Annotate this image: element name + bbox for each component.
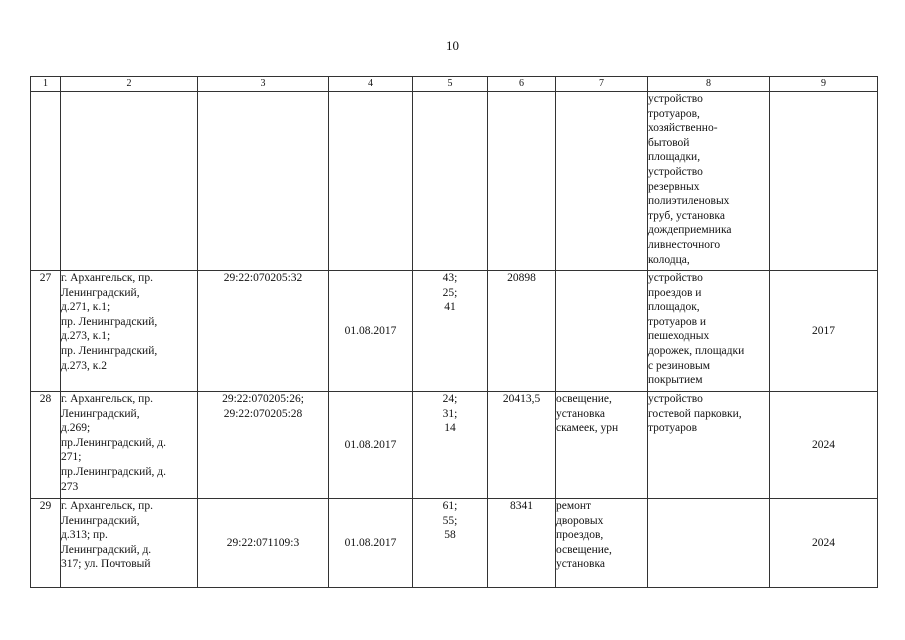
cell-address: г. Архангельск, пр. Ленинградский, д.269; пр.Ленинградский, д. 271; пр.Ленинградский, д. 273: [61, 392, 198, 499]
cell-values: 61; 55; 58: [413, 499, 488, 588]
column-number-row: [31, 77, 878, 92]
cell-row-number: 29: [31, 499, 61, 588]
cell-empty: [556, 92, 648, 271]
cell-empty: [413, 92, 488, 271]
cell-empty: [198, 92, 329, 271]
cell-area: 20413,5: [488, 392, 556, 499]
cell-address: г. Архангельск, пр. Ленинградский, д.271, к.1; пр. Ленинградский, д.273, к.1; пр. Ленинградский, д.273, к.2: [61, 271, 198, 392]
page-number: 10: [446, 38, 459, 53]
cell-empty: [488, 92, 556, 271]
cell-values: 43; 25; 41: [413, 271, 488, 392]
cell-works-b: устройство проездов и площадок, тротуаров и пешеходных дорожек, площадки с резиновым покрытием: [648, 271, 770, 392]
cell-works-a: освещение, установка скамеек, урн: [556, 392, 648, 499]
cell-area: 8341: [488, 499, 556, 588]
cell-cadastral-number: 29:22:070205:26; 29:22:070205:28: [198, 392, 329, 499]
cell-values: 24; 31; 14: [413, 392, 488, 499]
table-row-continuation: [31, 92, 878, 271]
cell-works: устройство тротуаров, хозяйственно- бытовой площадки, устройство резервных полиэтиленовых труб, установка дождеприемника ливнесточного колодца,: [648, 92, 770, 271]
cell-row-number: 27: [31, 271, 61, 392]
table-row: [31, 499, 878, 588]
cell-cadastral-number: 29:22:071109:3: [198, 499, 329, 588]
table-row: [31, 271, 878, 392]
cell-works-a: [556, 271, 648, 392]
cell-row-number: 28: [31, 392, 61, 499]
cell-empty: [770, 92, 878, 271]
cell-date: 01.08.2017: [329, 392, 413, 499]
cell-area: 20898: [488, 271, 556, 392]
cell-works-b: [648, 499, 770, 588]
cell-year: 2024: [770, 392, 878, 499]
cell-date: 01.08.2017: [329, 271, 413, 392]
cell-works-b: устройство гостевой парковки, тротуаров: [648, 392, 770, 499]
column-header: 8: [648, 77, 770, 92]
cell-cadastral-number: 29:22:070205:32: [198, 271, 329, 392]
column-header: 5: [413, 77, 488, 92]
cell-address: г. Архангельск, пр. Ленинградский, д.313; пр. Ленинградский, д. 317; ул. Почтовый: [61, 499, 198, 588]
register-table: [30, 76, 878, 588]
cell-empty: [61, 92, 198, 271]
cell-empty: [329, 92, 413, 271]
cell-date: 01.08.2017: [329, 499, 413, 588]
column-header: 1: [31, 77, 61, 92]
cell-year: 2024: [770, 499, 878, 588]
column-header: 2: [61, 77, 198, 92]
cell-empty: [31, 92, 61, 271]
column-header: 3: [198, 77, 329, 92]
table-row: [31, 392, 878, 499]
column-header: 7: [556, 77, 648, 92]
cell-works-a: ремонт дворовых проездов, освещение, установка: [556, 499, 648, 588]
column-header: 9: [770, 77, 878, 92]
column-header: 6: [488, 77, 556, 92]
cell-year: 2017: [770, 271, 878, 392]
column-header: 4: [329, 77, 413, 92]
